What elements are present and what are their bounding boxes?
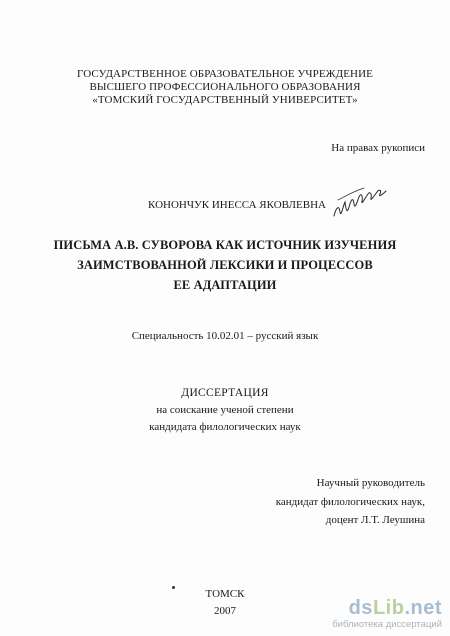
watermark-title <box>332 598 442 619</box>
supervisor-block <box>276 474 425 530</box>
title-line-1: ПИСЬМА А.В. СУВОРОВА КАК ИСТОЧНИК ИЗУЧЕНИЯ <box>53 238 397 252</box>
author-name: КОНОНЧУК ИНЕССА ЯКОВЛЕВНА <box>148 199 326 211</box>
title-line-2: ЗАИМСТВОВАННОЙ ЛЕКСИКИ И ПРОЦЕССОВ <box>77 258 373 272</box>
watermark-part-1: ds <box>348 597 373 619</box>
watermark-part-2: Lib <box>372 597 405 619</box>
title-line-3: ЕЕ АДАПТАЦИИ <box>173 278 277 292</box>
degree-line-1: на соискание ученой степени <box>156 404 294 416</box>
dissertation-title <box>0 235 450 295</box>
supervisor-line-3: доцент Л.Т. Леушина <box>325 514 425 526</box>
year: 2007 <box>214 605 236 617</box>
degree-line-2: кандидата филологических наук <box>149 421 301 433</box>
handwritten-signature <box>330 182 388 222</box>
watermark-subtitle: библиотека диссертаций <box>332 619 442 630</box>
institution-line-3: «ТОМСКИЙ ГОСУДАРСТВЕННЫЙ УНИВЕРСИТЕТ» <box>92 94 358 106</box>
watermark-part-3: .net <box>404 597 442 619</box>
institution-line-1: ГОСУДАРСТВЕННОЕ ОБРАЗОВАТЕЛЬНОЕ УЧРЕЖДЕНИЕ <box>77 68 373 80</box>
specialty-line: Специальность 10.02.01 – русский язык <box>131 330 319 342</box>
watermark-logo <box>332 598 442 630</box>
institution-line-2: ВЫСШЕГО ПРОФЕССИОНАЛЬНОГО ОБРАЗОВАНИЯ <box>89 81 361 93</box>
supervisor-line-1: Научный руководитель <box>316 477 425 489</box>
supervisor-line-2: кандидат филологических наук, <box>275 495 425 508</box>
rights-note: На правах рукописи <box>331 142 425 154</box>
city: ТОМСК <box>205 588 245 600</box>
dissertation-block <box>0 385 450 436</box>
institution-header <box>0 68 450 107</box>
dissertation-heading: ДИССЕРТАЦИЯ <box>181 387 269 399</box>
